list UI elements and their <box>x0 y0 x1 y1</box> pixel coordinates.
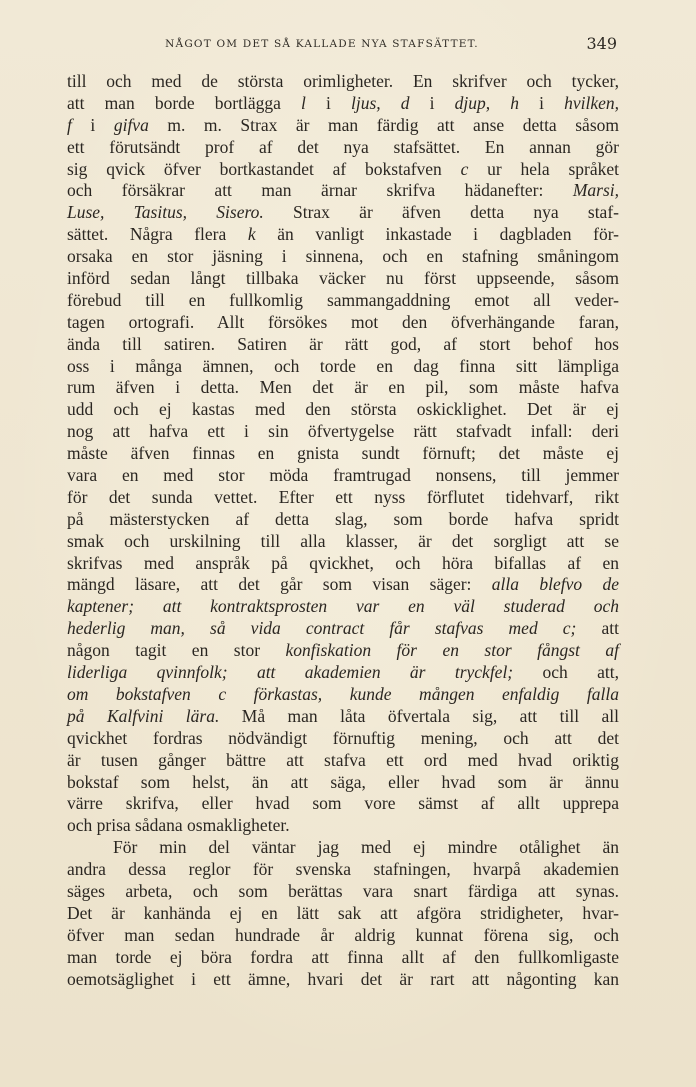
italic-text: om bokstafven c förkastas, kunde mången enfaldig falla <box>67 683 619 704</box>
text-line <box>67 947 619 969</box>
text-line <box>67 859 619 881</box>
text-segment: i <box>71 114 114 135</box>
text-segment: oemotsäglighet i ett ämne, hvari det är rart att någonting kan <box>67 968 619 989</box>
italic-text: Luse, Tasitus, Sisero. <box>67 202 264 223</box>
text-segment: och försäkrar att man ärnar skrifva hädanefter: <box>67 180 573 201</box>
text-line <box>67 837 619 859</box>
text-line <box>67 93 619 115</box>
italic-text: Marsi, <box>572 180 619 201</box>
text-segment: säges arbeta, och som berättas vara snart färdiga att synas. <box>67 880 619 901</box>
italic-text: l <box>301 92 306 113</box>
text-segment: att man borde bortlägga <box>67 92 302 113</box>
text-line <box>67 399 619 421</box>
italic-text: alla blefvo de <box>491 574 619 595</box>
italic-text: c <box>460 158 469 179</box>
text-line <box>67 706 619 728</box>
text-line <box>67 246 619 268</box>
text-line <box>67 487 619 509</box>
text-segment <box>490 93 510 113</box>
text-segment: ända till satiren. Satiren är rätt god, af stort behof hos <box>67 333 619 354</box>
text-line <box>67 334 619 356</box>
text-segment: man torde ej böra fordra att finna allt af den fullkomligaste <box>67 946 619 967</box>
text-line <box>67 356 619 378</box>
text-segment: ur hela språket <box>468 158 619 179</box>
text-segment: sättet. Några flera <box>67 224 248 245</box>
italic-text: hvilken, <box>564 92 619 113</box>
text-segment: nog att hafva ett i sin öfvertygelse rätt stafvadt infall: deri <box>67 421 619 442</box>
text-line <box>67 574 619 596</box>
text-line <box>67 881 619 903</box>
text-segment: för det sunda vettet. Efter ett nyss förflutet tidehvarf, rikt <box>67 486 619 507</box>
text-line <box>67 903 619 925</box>
text-segment: Må man låta öfvertala sig, att till all <box>219 705 619 726</box>
text-segment: rum äfven i detta. Men det är en pil, som måste hafva <box>67 377 619 398</box>
text-line <box>67 137 619 159</box>
page-number: 349 <box>586 34 617 53</box>
text-segment: orsaka en stor jäsning i sinnena, och en stafning småningom <box>67 246 619 267</box>
italic-text: d <box>400 92 410 113</box>
text-segment: till och med de största orimligheter. En skrifver och tycker, <box>67 71 619 91</box>
text-segment: förebud till en fullkomlig sammangaddning emot all veder- <box>67 289 619 310</box>
text-line <box>67 728 619 750</box>
italic-text: djup, <box>454 92 491 113</box>
text-segment: sig qvick öfver bortkastandet af bokstafven <box>67 158 461 179</box>
text-line <box>67 312 619 334</box>
text-line <box>67 793 619 815</box>
text-segment: skrifvas med anspråk på qvickhet, och höra bifallas af en <box>67 552 619 573</box>
text-segment: värre skrifva, eller hvad som vore sämst af allt upprepa <box>67 793 619 814</box>
text-segment: i <box>519 92 565 113</box>
text-line <box>67 925 619 947</box>
italic-text: h <box>510 92 519 113</box>
text-segment: m. m. Strax är man färdig att anse detta såsom <box>148 114 619 135</box>
text-line <box>67 815 619 837</box>
italic-text: konfiskation för en stor fångst af <box>285 640 619 661</box>
text-line <box>67 553 619 575</box>
text-line <box>67 159 619 181</box>
running-title: NÅGOT OM DET SÅ KALLADE NYA STAFSÄTTET. <box>165 38 479 50</box>
italic-text: hederlig man, så vida contract får stafvas med c; <box>67 618 577 639</box>
text-line <box>67 115 619 137</box>
italic-text: k <box>247 224 256 245</box>
text-segment: än vanligt inkastade i dagbladen för- <box>255 224 619 245</box>
text-segment <box>381 93 401 113</box>
text-line <box>67 618 619 640</box>
text-segment: tagen ortografi. Allt försökes mot den öfverhängande faran, <box>67 311 619 332</box>
text-line <box>67 531 619 553</box>
text-line <box>67 596 619 618</box>
text-segment: i <box>305 92 351 113</box>
text-segment: Det är kanhända ej en lätt sak att afgöra stridigheter, hvar- <box>67 902 619 923</box>
italic-text: liderliga qvinnfolk; att akademien är tryckfel; <box>67 662 514 683</box>
text-segment: och att, <box>513 662 619 683</box>
text-segment: någon tagit en stor <box>67 640 286 661</box>
text-line <box>67 421 619 443</box>
italic-text: f <box>67 114 72 135</box>
text-line <box>67 224 619 246</box>
italic-text: på Kalfvini lära. <box>67 705 220 726</box>
text-segment: att <box>576 618 619 639</box>
text-segment: smak och urskilning till alla klasser, är det sorgligt att se <box>67 530 619 551</box>
text-line <box>67 969 619 991</box>
text-segment: är tusen gånger bättre att stafva ett ord med hvad oriktig <box>67 749 619 770</box>
text-segment: på mästerstycken af detta slag, som borde hafva spridt <box>67 508 619 529</box>
text-segment: Strax är äfven detta nya staf- <box>263 202 619 223</box>
text-line <box>67 290 619 312</box>
text-segment: öfver man sedan hundrade år aldrig kunnat förena sig, och <box>67 924 619 945</box>
text-line <box>67 465 619 487</box>
text-line <box>67 772 619 794</box>
italic-text: ljus, <box>350 92 381 113</box>
text-segment: oss i många ämnen, och torde en dag finna sitt lämpliga <box>67 355 619 376</box>
text-segment: och prisa sådana osmakligheter. <box>67 815 290 836</box>
text-segment: bokstaf som helst, än att säga, eller hvad som är ännu <box>67 771 619 792</box>
italic-text: gifva <box>113 114 149 135</box>
text-line <box>67 443 619 465</box>
text-segment: vara en med stor möda framtrugad nonsens, till jemmer <box>67 465 619 486</box>
text-segment: måste äfven finnas en gnista sundt förnuft; det måste ej <box>67 443 619 464</box>
text-line <box>67 509 619 531</box>
page-header <box>67 34 617 56</box>
text-line <box>67 684 619 706</box>
body-text <box>67 71 619 990</box>
text-segment: udd och ej kastas med den största oskicklighet. Det är ej <box>67 399 619 420</box>
text-line <box>67 202 619 224</box>
text-line <box>67 662 619 684</box>
text-segment: andra dessa reglor för svenska stafningen, hvarpå akademien <box>67 859 619 880</box>
text-line <box>67 268 619 290</box>
text-line <box>67 180 619 202</box>
text-segment: qvickhet fordras nödvändigt förnuftig mening, och att det <box>67 727 619 748</box>
text-line <box>67 750 619 772</box>
text-segment: mängd läsare, att det går som visan säger: <box>67 574 492 595</box>
italic-text: kaptener; att kontraktsprosten var en väl studerad och <box>67 596 619 617</box>
text-line <box>67 377 619 399</box>
text-segment: införd sedan långt tillbaka väcker nu först uppseende, såsom <box>67 268 619 289</box>
text-segment: i <box>409 92 455 113</box>
text-line <box>67 640 619 662</box>
text-line <box>67 71 619 93</box>
text-segment: För min del väntar jag med ej mindre otålighet än <box>113 837 619 858</box>
text-segment: ett förutsändt prof af det nya stafsättet. En annan gör <box>67 136 619 157</box>
